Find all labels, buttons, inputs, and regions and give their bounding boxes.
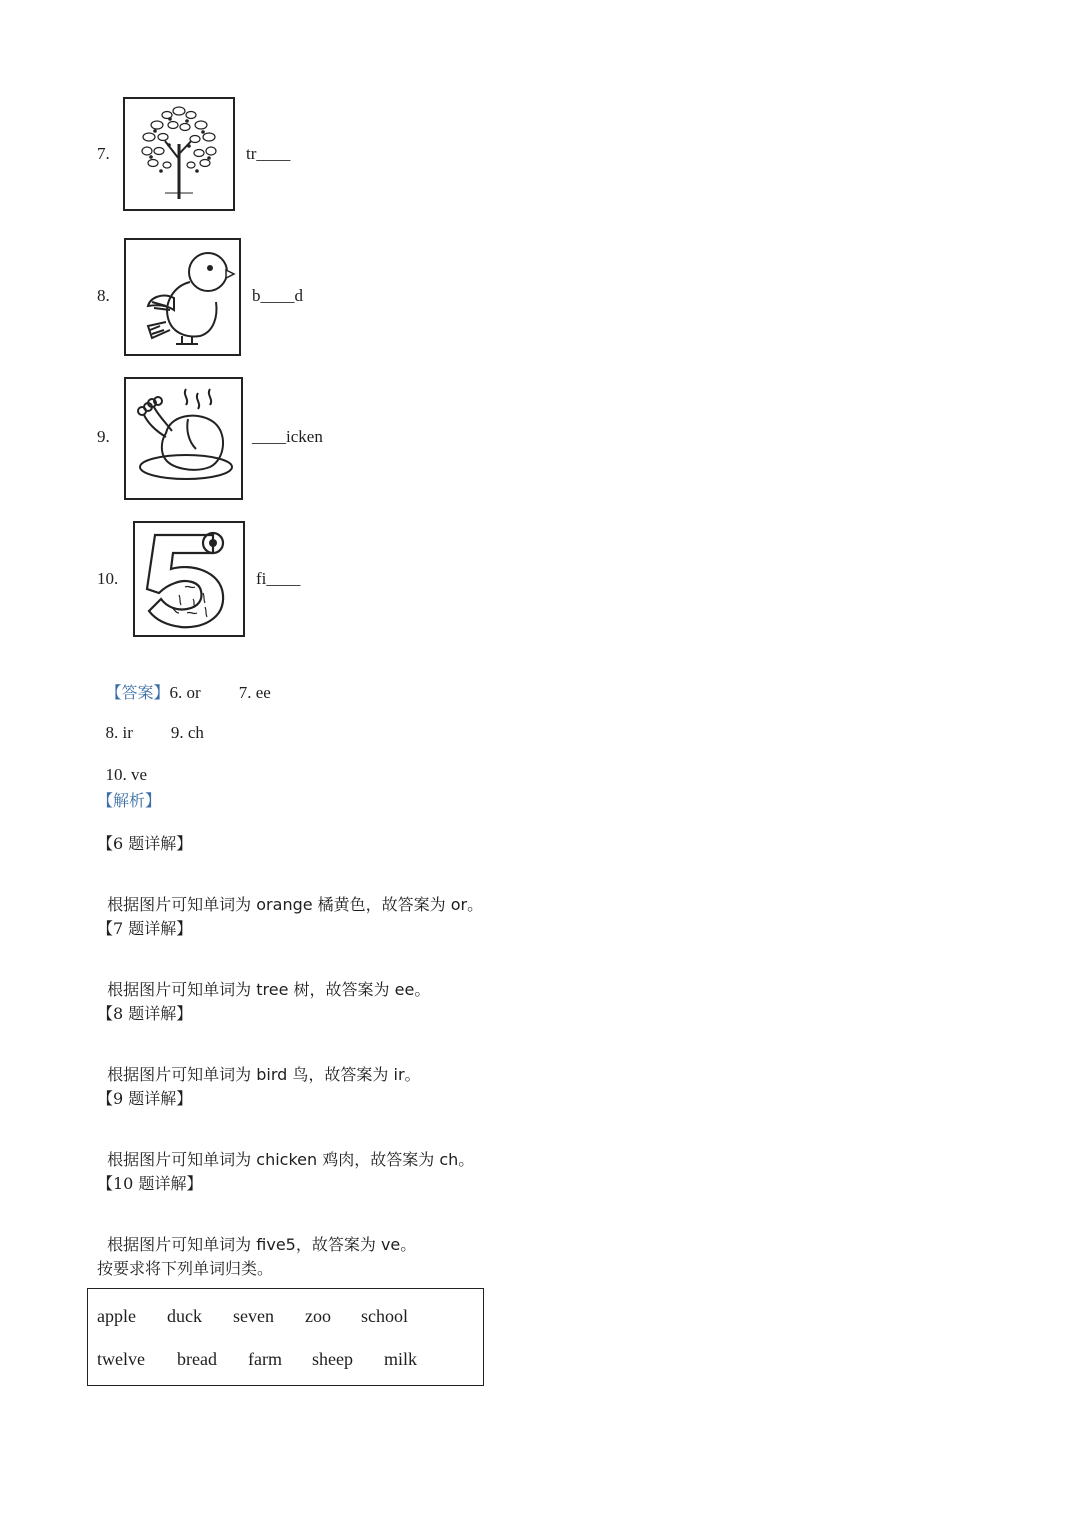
question-10: [0, 519, 600, 649]
word-item: apple: [97, 1306, 136, 1326]
analysis-text-pre: 根据图片可知单词为: [107, 895, 257, 914]
analysis-text-post: 橘黄色，故答案为: [312, 895, 451, 914]
question-number: 9.: [97, 427, 110, 446]
analysis-answer: ch: [439, 1150, 459, 1169]
answer-item: 9. ch: [170, 723, 204, 742]
question-9: [0, 376, 600, 506]
answer-item: 8. ir: [105, 723, 133, 742]
analysis-title: 【6 题详解】: [97, 834, 193, 853]
word-item: farm: [248, 1349, 282, 1369]
analysis-text-end: 。: [414, 980, 431, 999]
word-item: seven: [233, 1306, 274, 1326]
word-item: school: [361, 1306, 408, 1326]
analysis-text-end: 。: [458, 1150, 475, 1169]
analysis-word: orange: [256, 895, 313, 914]
answer-label: 【答案】: [105, 683, 170, 702]
analysis-title: 【8 题详解】: [97, 1004, 193, 1023]
analysis-text-pre: 根据图片可知单词为: [107, 1235, 257, 1254]
analysis-text-end: 。: [400, 1235, 417, 1254]
answer-line-3: [97, 745, 147, 785]
analysis-text: [97, 873, 483, 915]
analysis-title: 【10 题详解】: [97, 1174, 203, 1193]
analysis-text-end: 。: [467, 895, 484, 914]
analysis-word: bird: [256, 1065, 288, 1084]
analysis-text-pre: 根据图片可知单词为: [107, 1065, 257, 1084]
analysis-answer: or: [450, 895, 468, 914]
word-item: bread: [177, 1349, 217, 1369]
analysis-text-post: ，故答案为: [295, 1235, 381, 1254]
question-blank-word: ____icken: [252, 427, 323, 446]
analysis-word: tree: [256, 980, 289, 999]
analysis-title: 【9 题详解】: [97, 1089, 193, 1108]
tree-icon: [123, 97, 235, 211]
analysis-text-pre: 根据图片可知单词为: [107, 1150, 257, 1169]
bird-icon: [124, 238, 241, 356]
question-7: [0, 96, 600, 226]
answer-item: 6. or: [169, 683, 201, 702]
question-blank-word: tr____: [246, 144, 291, 163]
analysis-word: five5: [256, 1235, 296, 1254]
analysis-text: [97, 958, 430, 1000]
word-item: twelve: [97, 1349, 145, 1369]
question-number: 10.: [97, 569, 119, 588]
answer-item: 10. ve: [105, 765, 148, 784]
analysis-text-post: 鸟，故答案为: [287, 1065, 394, 1084]
answer-item: 7. ee: [238, 683, 271, 702]
analysis-title: 【7 题详解】: [97, 919, 193, 938]
answer-line-2: [97, 703, 204, 743]
analysis-text: [97, 1128, 474, 1170]
word-item: milk: [384, 1349, 418, 1369]
question-blank-word: b____d: [252, 286, 303, 305]
analysis-text-post: 树，故答案为: [288, 980, 395, 999]
analysis-answer: ee: [394, 980, 415, 999]
instruction-text: 按要求将下列单词归类。: [97, 1259, 274, 1278]
question-blank-word: fi____: [256, 569, 301, 588]
number-five-icon: [133, 521, 245, 637]
analysis-label: 【解析】: [97, 791, 162, 810]
analysis-answer: ve: [380, 1235, 401, 1254]
analysis-word: chicken: [256, 1150, 318, 1169]
chicken-icon: [124, 377, 243, 500]
analysis-text-pre: 根据图片可知单词为: [107, 980, 257, 999]
word-item: duck: [167, 1306, 202, 1326]
analysis-text-end: 。: [404, 1065, 421, 1084]
analysis-text-post: 鸡肉，故答案为: [317, 1150, 440, 1169]
word-box: [87, 1288, 484, 1386]
question-number: 7.: [97, 144, 110, 163]
analysis-text: [97, 1213, 416, 1255]
question-8: [0, 237, 600, 367]
question-number: 8.: [97, 286, 110, 305]
answer-line-1: [97, 660, 271, 703]
word-item: zoo: [305, 1306, 331, 1326]
analysis-answer: ir: [393, 1065, 405, 1084]
word-item: sheep: [312, 1349, 353, 1369]
analysis-text: [97, 1043, 421, 1085]
